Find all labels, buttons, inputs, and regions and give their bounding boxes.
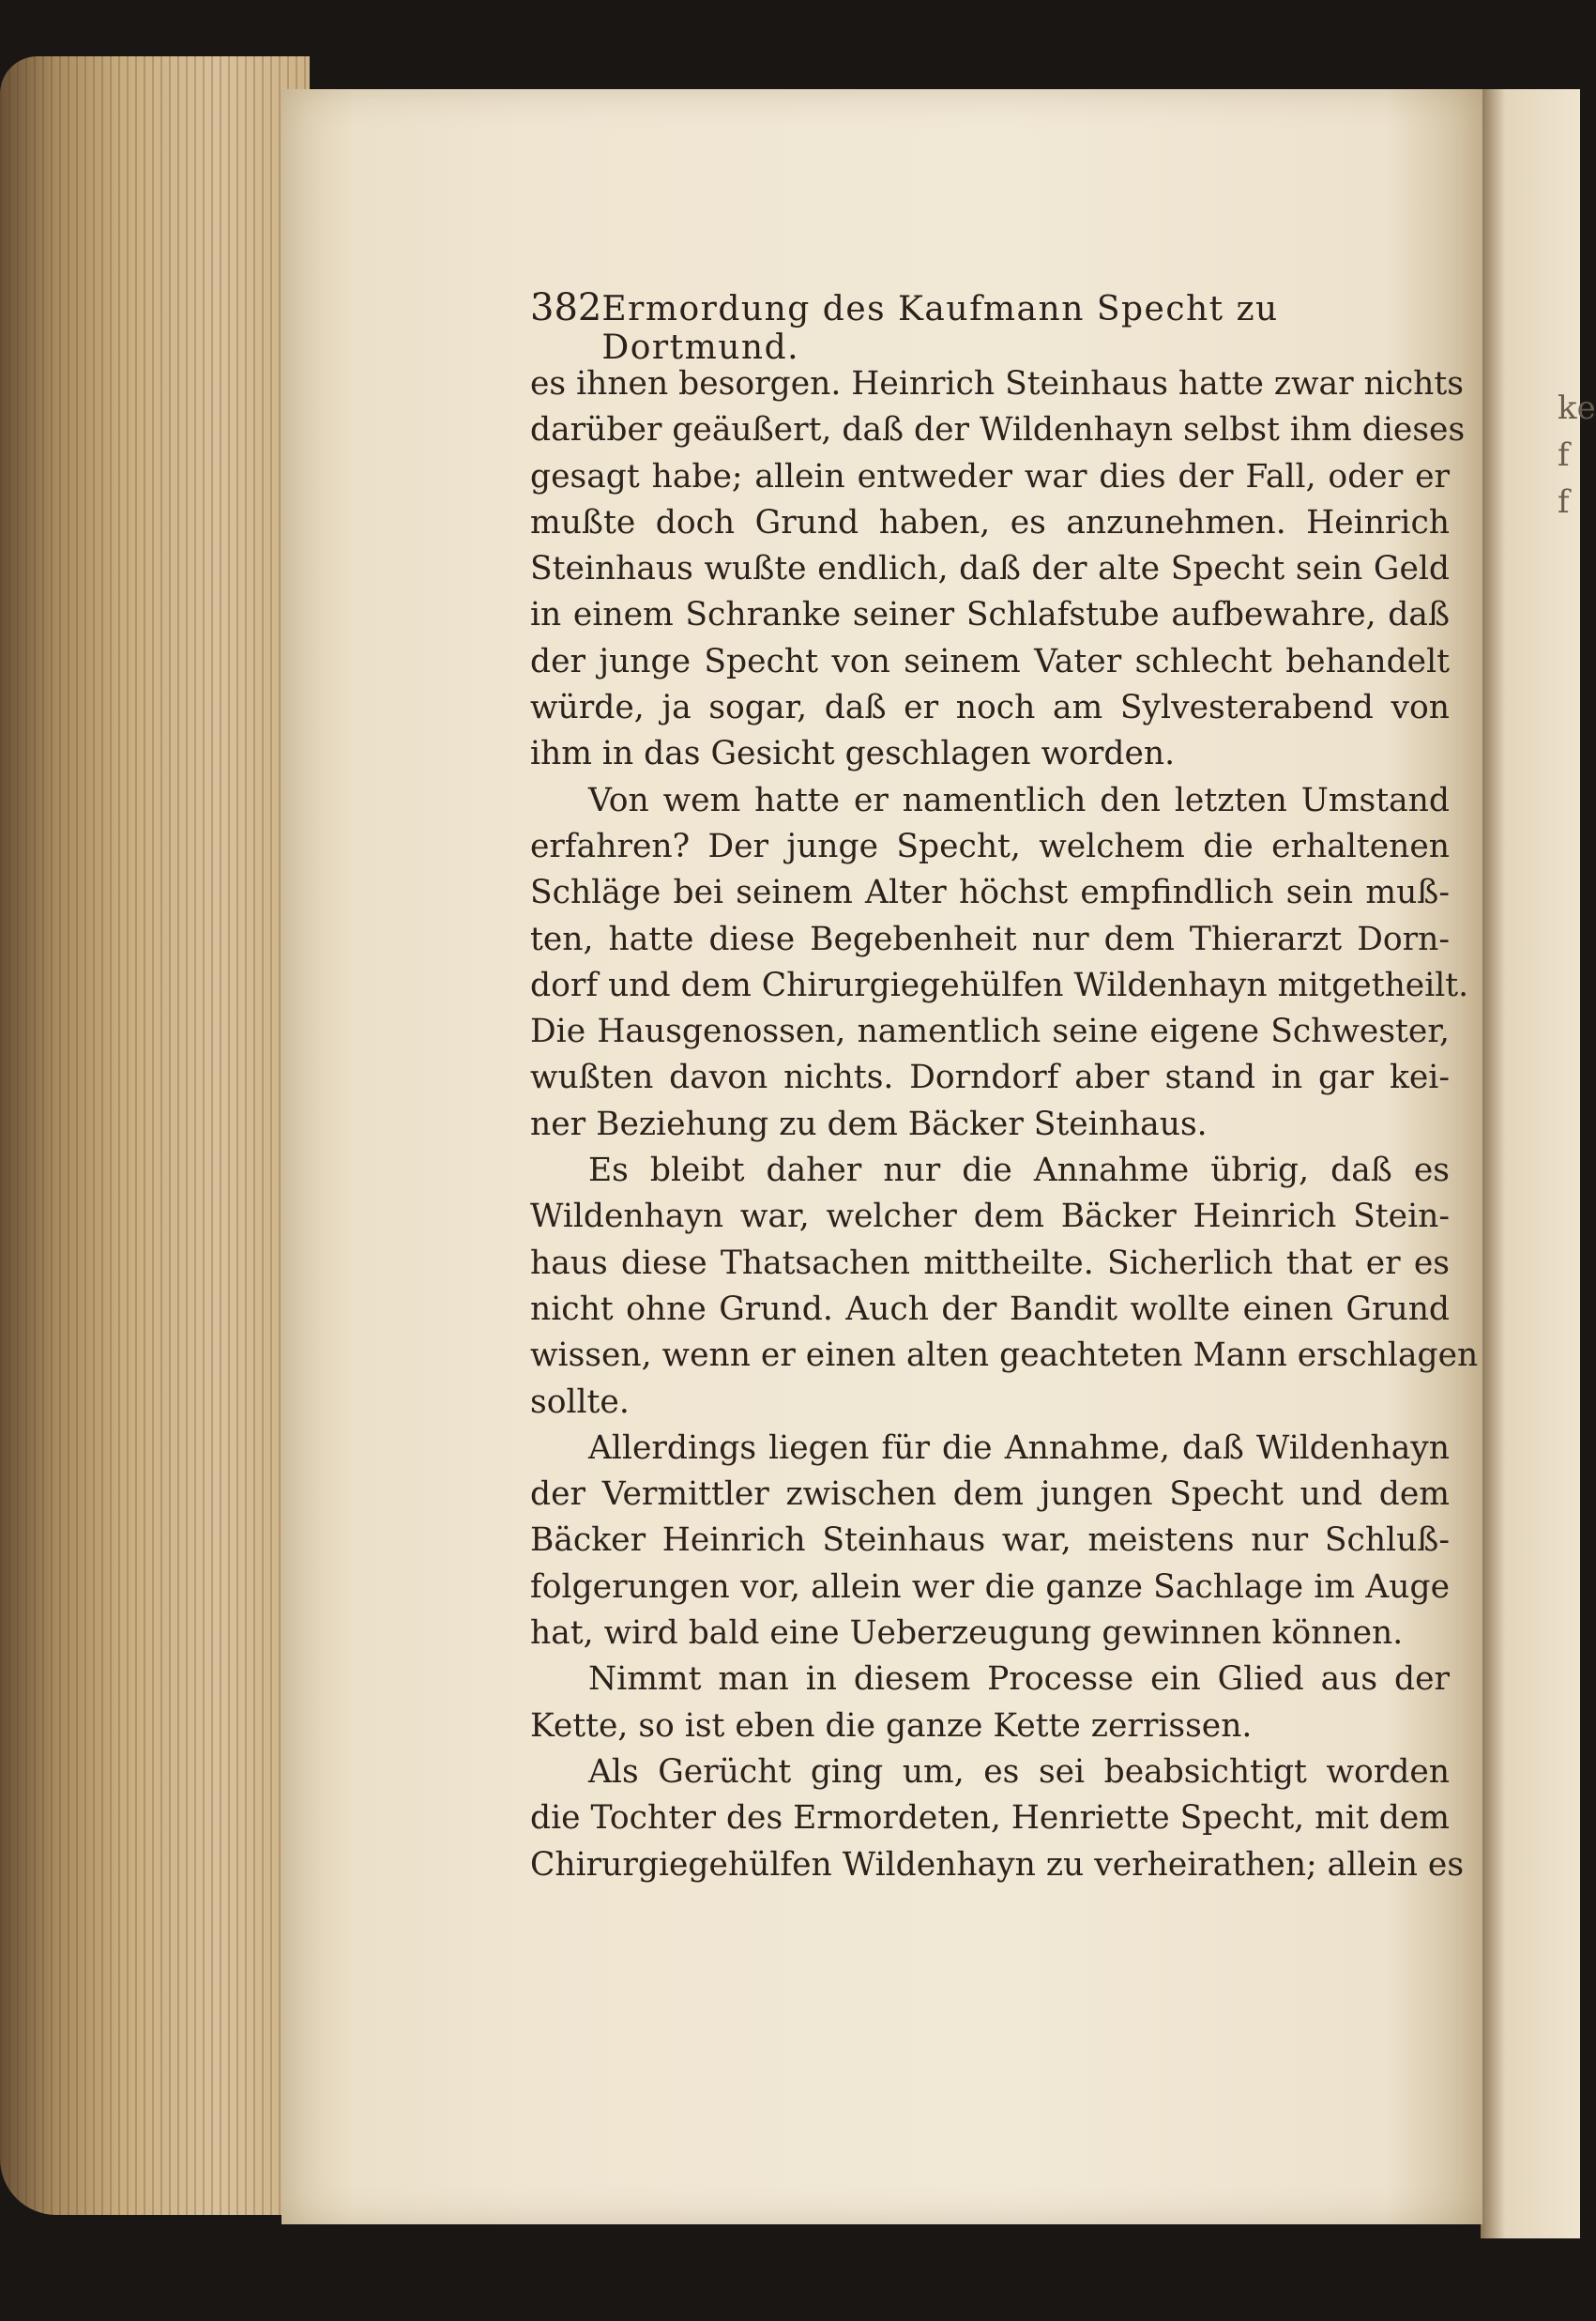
text-line: Chirurgiegehülfen Wildenhayn zu verheirathen; allein es (530, 1845, 1465, 1884)
facing-page-text-fragment (1558, 385, 1596, 526)
paragraph (530, 361, 1466, 778)
text-line: Kette, so ist eben die ganze Kette zerrissen. (530, 1706, 1253, 1745)
text-line: ihm in das Gesicht geschlagen worden. (530, 735, 1176, 773)
text-line: der Vermittler zwischen dem jungen Specht und dem (530, 1475, 1450, 1514)
paragraph (530, 778, 1469, 1148)
text-line: Bäcker Heinrich Steinhaus war, meistens nur Schluß- (530, 1521, 1450, 1560)
text-line: es ihnen besorgen. Heinrich Steinhaus hatte zwar nichts (530, 365, 1464, 403)
paragraph (530, 1657, 1450, 1749)
text-line: würde, ja sogar, daß er noch am Sylvesterabend von (530, 689, 1450, 727)
facing-page-fragment-line: f (1558, 436, 1570, 474)
page-number: 382 (530, 286, 602, 329)
text-line: haus diese Thatsachen mittheilte. Sicherlich that er es (530, 1244, 1450, 1282)
paragraph (530, 1749, 1465, 1888)
text-line: in einem Schranke seiner Schlafstube aufbewahre, daß (530, 596, 1450, 634)
text-line: gesagt habe; allein entweder war dies der Fall, oder er (530, 457, 1450, 496)
text-line: Die Hausgenossen, namentlich seine eigene Schwester, (530, 1013, 1450, 1051)
text-line: erfahren? Der junge Specht, welchem die erhaltenen (530, 827, 1450, 865)
text-line: Es bleibt daher nur die Annahme übrig, daß es (588, 1152, 1450, 1190)
text-line: mußte doch Grund haben, es anzunehmen. Heinrich (530, 503, 1450, 542)
text-line: folgerungen vor, allein wer die ganze Sachlage im Auge (530, 1567, 1450, 1606)
text-line: wissen, wenn er einen alten geachteten Mann erschlagen (530, 1336, 1479, 1375)
running-head: Ermordung des Kaufmann Specht zu Dortmund. (601, 290, 1279, 367)
text-line: Steinhaus wußte endlich, daß der alte Specht sein Geld (530, 550, 1450, 588)
book-page-edges (0, 56, 310, 2215)
text-line: Von wem hatte er namentlich den letzten Umstand (588, 781, 1450, 819)
text-line: Wildenhayn war, welcher dem Bäcker Heinrich Stein- (530, 1198, 1450, 1236)
text-line: der junge Specht von seinem Vater schlecht behandelt (530, 642, 1450, 680)
text-line: Allerdings liegen für die Annahme, daß Wildenhayn (588, 1428, 1450, 1467)
text-line: hat, wird bald eine Ueberzeugung gewinnen können. (530, 1614, 1404, 1653)
text-line: Nimmt man in diesem Processe ein Glied aus der (588, 1660, 1450, 1699)
page-header (530, 286, 1398, 367)
facing-page-fragment-line: ke (1558, 389, 1596, 427)
facing-page-fragment-line: f (1558, 483, 1570, 521)
text-line: Schläge bei seinem Alter höchst empfindlich sein muß- (530, 874, 1450, 912)
text-line: Als Gerücht ging um, es sei beabsichtigt worden (588, 1752, 1450, 1791)
paragraph (530, 1426, 1450, 1657)
text-line: darüber geäußert, daß der Wildenhayn selbst ihm dieses (530, 411, 1466, 450)
body-text (530, 361, 1479, 1888)
text-line: wußten davon nichts. Dorndorf aber stand in gar kei- (530, 1059, 1450, 1097)
text-line: nicht ohne Grund. Auch der Bandit wollte einen Grund (530, 1290, 1450, 1328)
text-line: sollte. (530, 1382, 630, 1421)
text-line: die Tochter des Ermordeten, Henriette Specht, mit dem (530, 1799, 1450, 1838)
paragraph (530, 1148, 1479, 1426)
text-line: ner Beziehung zu dem Bäcker Steinhaus. (530, 1105, 1208, 1143)
text-line: dorf und dem Chirurgiegehülfen Wildenhayn mitgetheilt. (530, 966, 1469, 1004)
text-line: ten, hatte diese Begebenheit nur dem Thierarzt Dorn- (530, 920, 1450, 958)
